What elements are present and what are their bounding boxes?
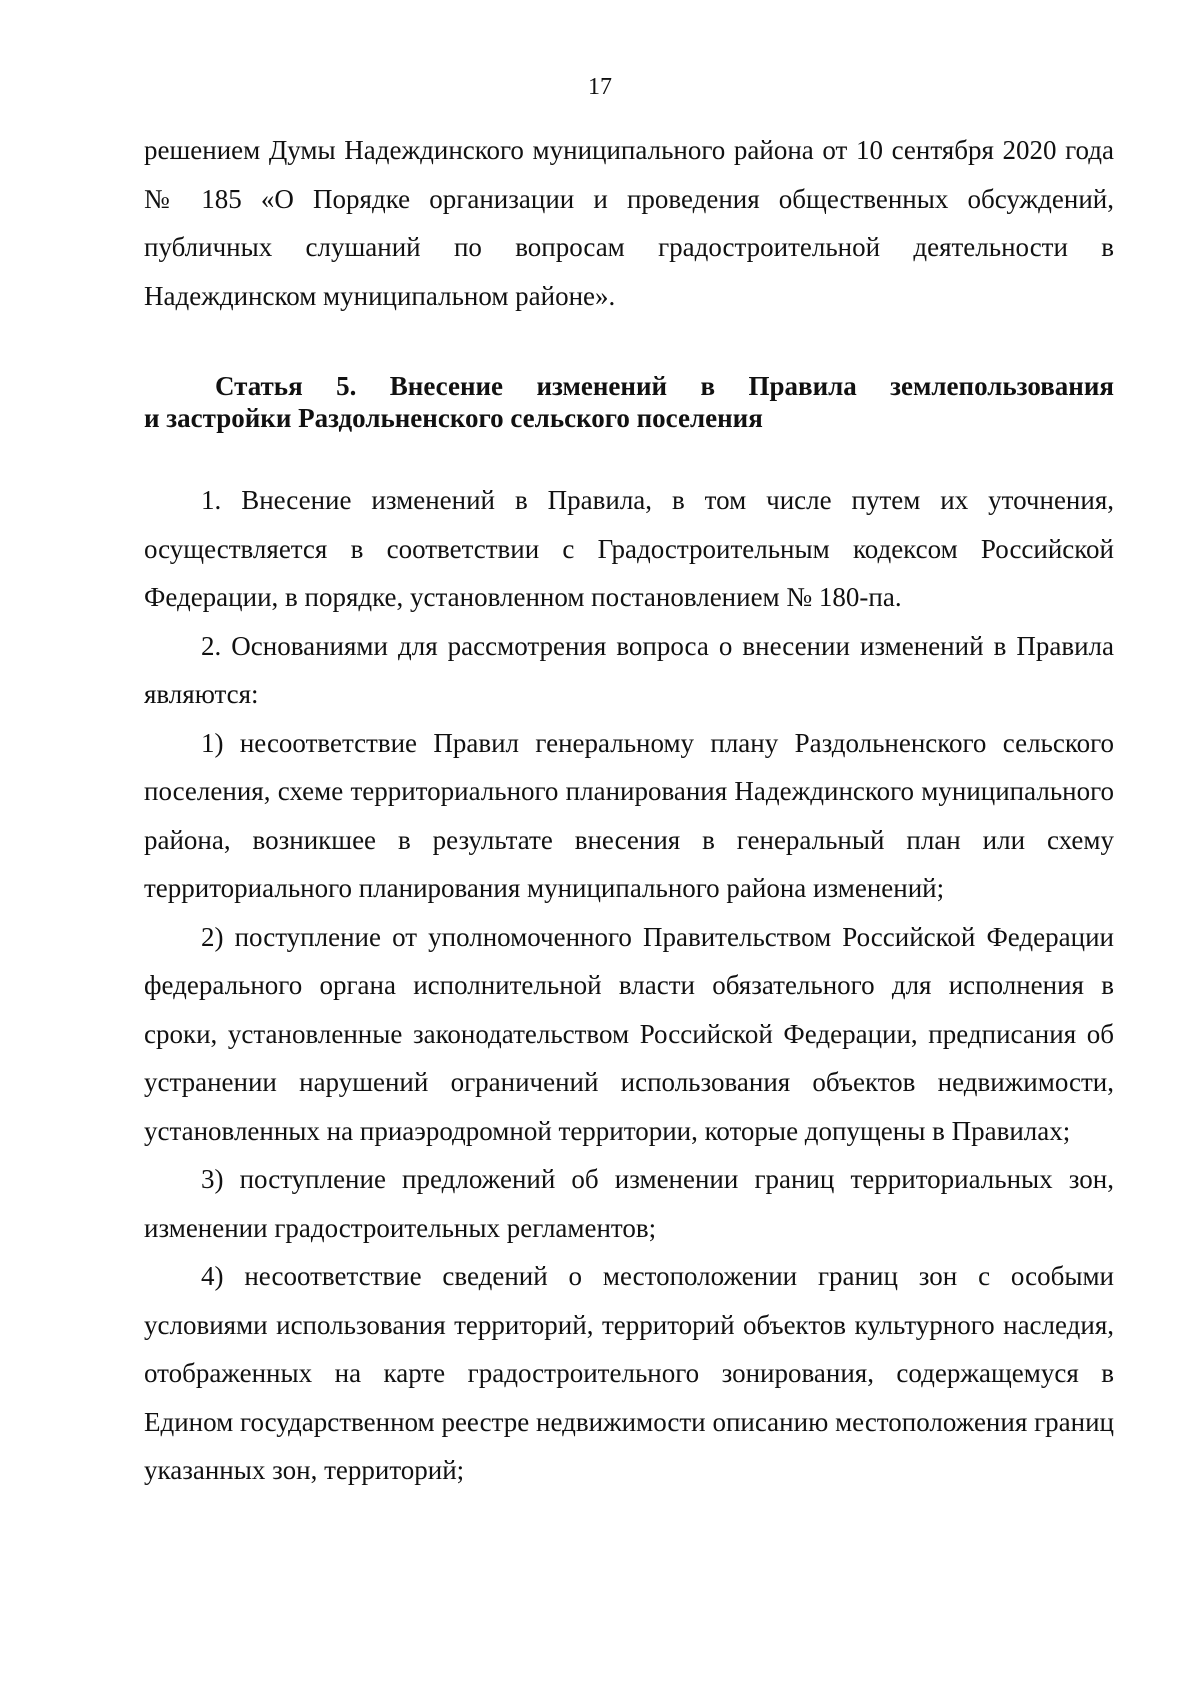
article-heading-line2: и застройки Раздольненского сельского поселения [144,403,763,433]
paragraph-subitem-4: 4) несоответствие сведений о местоположении границ зон с особыми условиями использования территорий, территорий объектов культурного наследия, отображенных на карте градостроительного зонирования, содержащемуся в Едином государственном реестре недвижимости описанию местоположения границ указанных зон, территорий; [144,1261,1114,1485]
paragraph-subitem-2: 2) поступление от уполномоченного Правительством Российской Федерации федерального органа исполнительной власти обязательного для исполнения в сроки, установленные законодательством Российской Федерации, предписания об устранении нарушений ограничений использования объектов недвижимости, установленных на приаэродромной территории, которые допущены в Правилах; [144,921,1114,1146]
document-body [144,126,1114,1495]
paragraph-subitem-3: 3) поступление предложений об изменении границ территориальных зон, изменении градостроительных регламентов; [144,1164,1114,1243]
paragraph-subitem-1: 1) несоответствие Правил генеральному плану Раздольненского сельского поселения, схеме территориального планирования Надеждинского муниципального района, возникшее в результате внесения в генеральный план или схему территориального планирования муниципального района изменений; [144,727,1114,903]
page-number: 17 [588,74,612,100]
paragraph-continuation: решением Думы Надеждинского муниципального района от 10 сентября 2020 года № 185 «О Порядке организации и проведения общественных обсуждений, публичных слушаний по вопросам градостроительной деятельности в Надеждинском муниципальном районе». [144,135,1114,311]
paragraph-item-1: 1. Внесение изменений в Правила, в том числе путем их уточнения, осуществляется в соответствии с Градостроительным кодексом Российской Федерации, в порядке, установленном постановлением № 180-па. [144,485,1114,612]
article-heading-line1: Статья 5. Внесение изменений в Правила землепользования [215,371,1114,401]
paragraph-item-2: 2. Основаниями для рассмотрения вопроса о внесении изменений в Правила являются: [144,630,1114,709]
article-heading [144,370,1114,434]
